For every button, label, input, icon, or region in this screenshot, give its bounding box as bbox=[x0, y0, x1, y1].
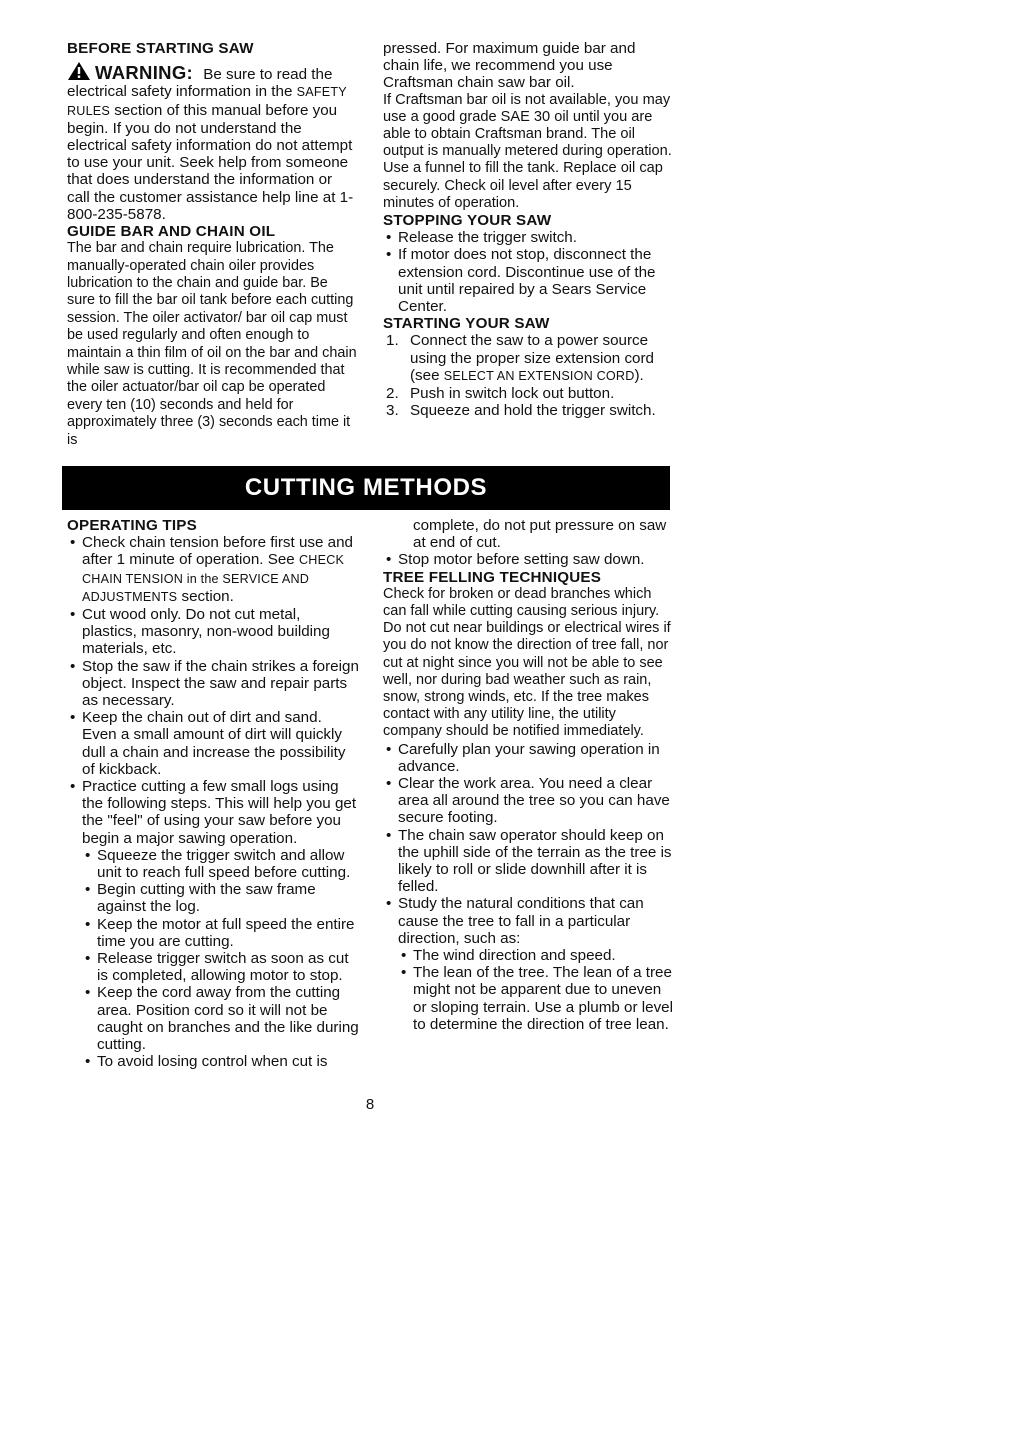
step-text: Squeeze and hold the trigger switch. bbox=[410, 402, 656, 420]
practice-continued: complete, do not put pressure on saw at end of cut. bbox=[413, 517, 667, 552]
safety-rules-ref: SAFETY RULES bbox=[67, 85, 347, 118]
step-text-end: ). bbox=[634, 366, 644, 384]
step-text: Push in switch lock out button. bbox=[410, 385, 615, 403]
oil-paragraph: The bar and chain require lubrication. The manually-operated chain oiler provides lubrication to the chain and guide bar. Be sure to fill the bar oil tank before each cutting session. The oiler activator/ bar oil cap must be used regularly and often enough to maintain a thin film of oil on the bar and chain while saw is cutting. It is recommended that the oiler actuator/bar oil cap be operated every ten (10) seconds and held for approximately three (3) seconds each time it is bbox=[67, 240, 357, 448]
list-item bbox=[383, 895, 675, 1033]
heading-tree-felling: TREE FELLING TECHNIQUES bbox=[383, 568, 602, 586]
heading-stopping-your-saw: STOPPING YOUR SAW bbox=[383, 212, 552, 230]
tip-text: Check chain tension before first use and after 1 minute of operation. See bbox=[82, 534, 354, 569]
heading-before-starting-saw: BEFORE STARTING SAW bbox=[67, 40, 254, 57]
list-item: • If motor does not stop, disconnect the extension cord. Discontinue use of the unit until repaired by a Sears Service Center. bbox=[383, 246, 675, 315]
list-item bbox=[383, 332, 675, 385]
warning-text-b: section of this manual before you begin. If you do not understand the electrical safety information do not attempt to use your unit. Seek help from someone that does understand the information or call the customer assistance help line at 1-800-235-5878. bbox=[67, 101, 354, 223]
step-number: 3. bbox=[386, 402, 399, 420]
chain-tension-ref: CHECK CHAIN TENSION in the SERVICE AND ADJUSTMENTS bbox=[82, 553, 345, 604]
list-item: • Stop motor before setting saw down. bbox=[383, 551, 675, 568]
list-item: • The chain saw operator should keep on the uphill side of the terrain as the tree is likely to roll or slide downhill after it is felled. bbox=[383, 827, 675, 896]
stop-motor-list bbox=[383, 551, 675, 568]
column-operating-tips bbox=[67, 517, 359, 1071]
list-item: • Release the trigger switch. bbox=[383, 229, 675, 246]
heading-operating-tips: OPERATING TIPS bbox=[67, 517, 197, 534]
felling-paragraph: Check for broken or dead branches which can fall while cutting causing serious injury. Do not cut near buildings or electrical wires if you do not know the direction of tree fall, nor cut at night since you will not be able to see well, nor during bad weather such as rain, snow, strong winds, etc. If the tree makes contact with any utility line, the utility company should be notified immediately. bbox=[383, 585, 671, 740]
list-item: • Begin cutting with the saw frame against the log. bbox=[82, 881, 359, 915]
list-item bbox=[383, 402, 675, 419]
warning-triangle-icon bbox=[67, 61, 91, 81]
page-number: 8 bbox=[365, 1096, 375, 1113]
heading-starting-your-saw: STARTING YOUR SAW bbox=[383, 315, 550, 333]
oil-continued-paragraph: pressed. For maximum guide bar and chain life, we recommend you use Craftsman chain saw bar oil. bbox=[383, 40, 636, 92]
banner-title: CUTTING METHODS bbox=[244, 474, 488, 501]
felling-list bbox=[383, 741, 675, 1033]
list-item: • Keep the cord away from the cutting area. Position cord so it will not be caught on branches and the like during cutting. bbox=[82, 984, 359, 1053]
column-stopping-starting bbox=[383, 40, 675, 419]
practice-steps-list bbox=[82, 847, 359, 1071]
heading-guide-bar-oil: GUIDE BAR AND CHAIN OIL bbox=[67, 223, 276, 241]
list-item: • The lean of the tree. The lean of a tree might not be apparent due to uneven or sloping terrain. Use a plumb or level to determine the direction of tree lean. bbox=[398, 964, 675, 1033]
list-item: • Cut wood only. Do not cut metal, plastics, masonry, non-wood building materials, etc. bbox=[67, 606, 359, 658]
list-item: • To avoid losing control when cut is bbox=[82, 1053, 359, 1070]
conditions-list bbox=[398, 947, 675, 1033]
warning-text-a: Be sure to read the electrical safety information in the bbox=[67, 66, 333, 101]
step-number: 1. bbox=[386, 332, 399, 350]
section-banner bbox=[62, 466, 670, 510]
column-tree-felling bbox=[383, 517, 675, 1033]
list-item-text: Study the natural conditions that can cause the tree to fall in a particular direction, such as: bbox=[398, 895, 644, 947]
step-number: 2. bbox=[386, 385, 399, 403]
list-item: • Keep the chain out of dirt and sand. Even a small amount of dirt will quickly dull a chain and increase the possibility of kickback. bbox=[67, 709, 359, 778]
tip-text-end: section. bbox=[181, 587, 234, 605]
list-item bbox=[383, 385, 675, 402]
list-item bbox=[67, 778, 359, 1070]
warning-label: WARNING: bbox=[95, 62, 193, 84]
list-item: • Stop the saw if the chain strikes a foreign object. Inspect the saw and repair parts as necessary. bbox=[67, 658, 359, 710]
list-item: • The wind direction and speed. bbox=[398, 947, 675, 964]
starting-steps-list bbox=[383, 332, 675, 419]
step-text: Connect the saw to a power source using the proper size extension cord (see bbox=[410, 332, 654, 384]
stopping-list bbox=[383, 229, 675, 315]
extension-cord-ref: SELECT AN EXTENSION CORD bbox=[443, 368, 635, 383]
list-item: • Carefully plan your sawing operation in advance. bbox=[383, 741, 675, 775]
warning-paragraph bbox=[67, 61, 359, 223]
column-before-starting bbox=[67, 40, 359, 449]
list-item: • Keep the motor at full speed the entire time you are cutting. bbox=[82, 916, 359, 950]
list-item: • Squeeze the trigger switch and allow unit to reach full speed before cutting. bbox=[82, 847, 359, 881]
tip-text: Practice cutting a few small logs using the following steps. This will help you get the "feel" of using your saw before you begin a major sawing operation. bbox=[82, 778, 357, 847]
list-item bbox=[67, 534, 359, 606]
oil-alternative-paragraph: If Craftsman bar oil is not available, you may use a good grade SAE 30 oil until you are able to obtain Craftsman brand. The oil output is manually metered during operation. Use a funnel to fill the tank. Replace oil cap securely. Check oil level after every 15 minutes of operation. bbox=[383, 91, 672, 211]
operating-tips-list bbox=[67, 534, 359, 1070]
list-item: • Clear the work area. You need a clear area all around the tree so you can have secure footing. bbox=[383, 775, 675, 827]
list-item: • Release trigger switch as soon as cut is completed, allowing motor to stop. bbox=[82, 950, 359, 984]
